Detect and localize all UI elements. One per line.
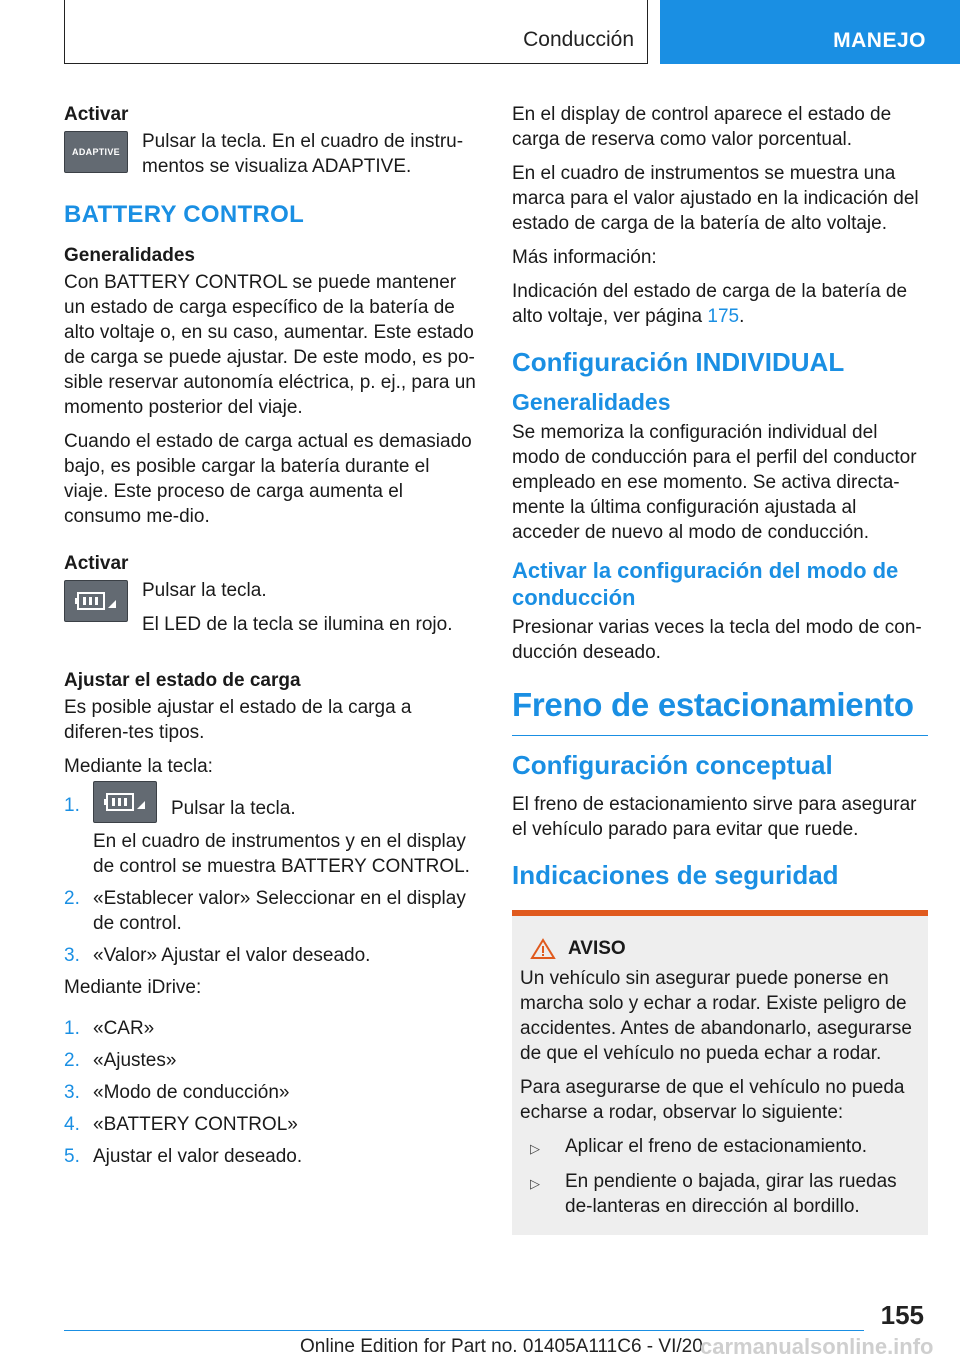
- ajustar-heading: Ajustar el estado de carga: [64, 670, 301, 691]
- page-number: 155: [880, 1300, 924, 1330]
- generalidades-p1: Con BATTERY CONTROL se puede mantener un estado de carga específico de la batería de alto voltaje o, en su caso, aumentar. Este estado de carga se puede ajustar. De este modo, es po-sible reservar autonomía eléctrica, p. ej., para un momento posterior del viaje.: [64, 272, 476, 418]
- warning-title-text: AVISO: [568, 938, 626, 959]
- step-text: «Modo de conducción»: [93, 1082, 290, 1103]
- list-item: [64, 943, 478, 968]
- step-number: 2.: [64, 1050, 80, 1071]
- step-number: 3.: [64, 945, 80, 966]
- generalidades-p2: Cuando el estado de carga actual es demasiado bajo, es posible cargar la batería durante el viaje. Este proceso de carga aumenta el consumo me-dio.: [64, 431, 472, 527]
- activar-battery-row: [64, 578, 478, 646]
- warning-box: [512, 910, 928, 1235]
- reserva-p2: En el cuadro de instrumentos se muestra una marca para el valor ajustado en la indicación del estado de carga de la batería de alto voltaje.: [512, 163, 919, 234]
- ref-paragraph: [512, 279, 928, 329]
- ajustar-p1: Es posible ajustar el estado de la carga a diferen-tes tipos.: [64, 697, 412, 743]
- steps-tecla: [64, 793, 478, 968]
- list-item: [64, 1016, 478, 1041]
- step-number: 5.: [64, 1146, 80, 1167]
- step-text: «Ajustes»: [93, 1050, 177, 1071]
- step-number: 4.: [64, 1114, 80, 1135]
- conceptual-heading: Configuración conceptual: [512, 750, 833, 780]
- activar-heading: Activar: [64, 104, 129, 125]
- bullet-text: Aplicar el freno de estacionamiento.: [565, 1136, 868, 1157]
- battery-control-heading: BATTERY CONTROL: [64, 201, 305, 228]
- right-column: [512, 102, 928, 1235]
- list-item: [64, 1048, 478, 1073]
- header-section: Conducción: [523, 28, 634, 51]
- individual-generalidades-heading: Generalidades: [512, 389, 671, 415]
- step-text: «CAR»: [93, 1018, 155, 1039]
- activar-adaptive-row: [64, 129, 478, 179]
- activar-config-heading: Activar la configuración del modo de conducción: [512, 558, 899, 610]
- footer-edition: Online Edition for Part no. 01405A111C6 - VI/20: [300, 1336, 703, 1357]
- mediante-tecla: Mediante la tecla:: [64, 756, 213, 777]
- warning-p2: Para asegurarse de que el vehículo no pueda echarse a rodar, observar lo siguiente:: [520, 1077, 905, 1123]
- header-tab[interactable]: MANEJO: [660, 0, 960, 64]
- individual-heading: Configuración INDIVIDUAL: [512, 347, 845, 377]
- bullet-text: En pendiente o bajada, girar las ruedas de-lanteras en dirección al bordillo.: [565, 1171, 897, 1217]
- list-item: [520, 1134, 920, 1161]
- activar-battery-t1: Pulsar la tecla.: [142, 580, 267, 601]
- list-item: [64, 1144, 478, 1169]
- individual-p: Se memoriza la configuración individual del modo de conducción para el perfil del conductor empleado en ese momento. Se activa directa-mente la última configuración ajustada al acceder de nuevo al modo de conducción.: [512, 422, 917, 543]
- step-number: 1.: [64, 1018, 80, 1039]
- step-number: 2.: [64, 888, 80, 909]
- ref-period: .: [739, 306, 745, 327]
- conceptual-p: El freno de estacionamiento sirve para asegurar el vehículo parado para evitar que ruede.: [512, 794, 917, 840]
- warning-title: [530, 938, 920, 960]
- list-item: [64, 793, 478, 879]
- freno-heading: Freno de estacionamiento: [512, 685, 928, 736]
- steps-idrive: [64, 1016, 478, 1169]
- step-text: «BATTERY CONTROL»: [93, 1114, 298, 1135]
- adaptive-key-icon: ADAPTIVE: [64, 131, 128, 173]
- reserva-p1: En el display de control aparece el estado de carga de reserva como valor porcentual.: [512, 104, 892, 150]
- left-column: [64, 102, 478, 1176]
- step-text: Ajustar el valor deseado.: [93, 1146, 303, 1167]
- bullet-triangle-icon: ▷: [530, 1176, 540, 1191]
- activar-config-p: Presionar varias veces la tecla del modo de con-ducción deseado.: [512, 617, 922, 663]
- seguridad-heading: Indicaciones de seguridad: [512, 860, 839, 890]
- generalidades-heading: Generalidades: [64, 245, 195, 266]
- battery-key-icon: [64, 580, 128, 622]
- mediante-idrive: Mediante iDrive:: [64, 977, 202, 998]
- list-item: [64, 1112, 478, 1137]
- warning-triangle-icon: [530, 938, 556, 960]
- step-number: 1.: [64, 795, 80, 816]
- list-item: [64, 886, 478, 936]
- footer-rule: [64, 1330, 864, 1331]
- activar-adaptive-text: Pulsar la tecla. En el cuadro de instru-mentos se visualiza ADAPTIVE.: [142, 131, 464, 177]
- page-header: [0, 0, 960, 66]
- ref-text: Indicación del estado de carga de la batería de alto voltaje, ver página: [512, 281, 908, 327]
- battery-key-icon: [93, 781, 157, 823]
- step-text: «Valor» Ajustar el valor deseado.: [93, 945, 371, 966]
- warning-p1: Un vehículo sin asegurar puede ponerse en marcha solo y echar a rodar. Existe peligro de accidentes. Antes de abandonarlo, asegurarse de que el vehículo no pueda echar a rodar.: [520, 968, 912, 1064]
- step-number: 3.: [64, 1082, 80, 1103]
- activar-battery-t2: El LED de la tecla se ilumina en rojo.: [142, 614, 453, 635]
- bullet-triangle-icon: ▷: [530, 1141, 540, 1156]
- warning-bullets: [520, 1134, 920, 1219]
- step-detail: En el cuadro de instrumentos y en el display de control se muestra BATTERY CONTROL.: [93, 831, 470, 877]
- mas-info: Más información:: [512, 247, 657, 268]
- step-text: Pulsar la tecla.: [171, 797, 296, 819]
- list-item: [64, 1080, 478, 1105]
- step-text: «Establecer valor» Seleccionar en el display de control.: [93, 888, 466, 934]
- activar2-heading: Activar: [64, 553, 129, 574]
- page-link[interactable]: 175: [707, 306, 740, 327]
- list-item: [520, 1169, 920, 1219]
- footer-watermark: carmanualsonline.info: [700, 1334, 934, 1359]
